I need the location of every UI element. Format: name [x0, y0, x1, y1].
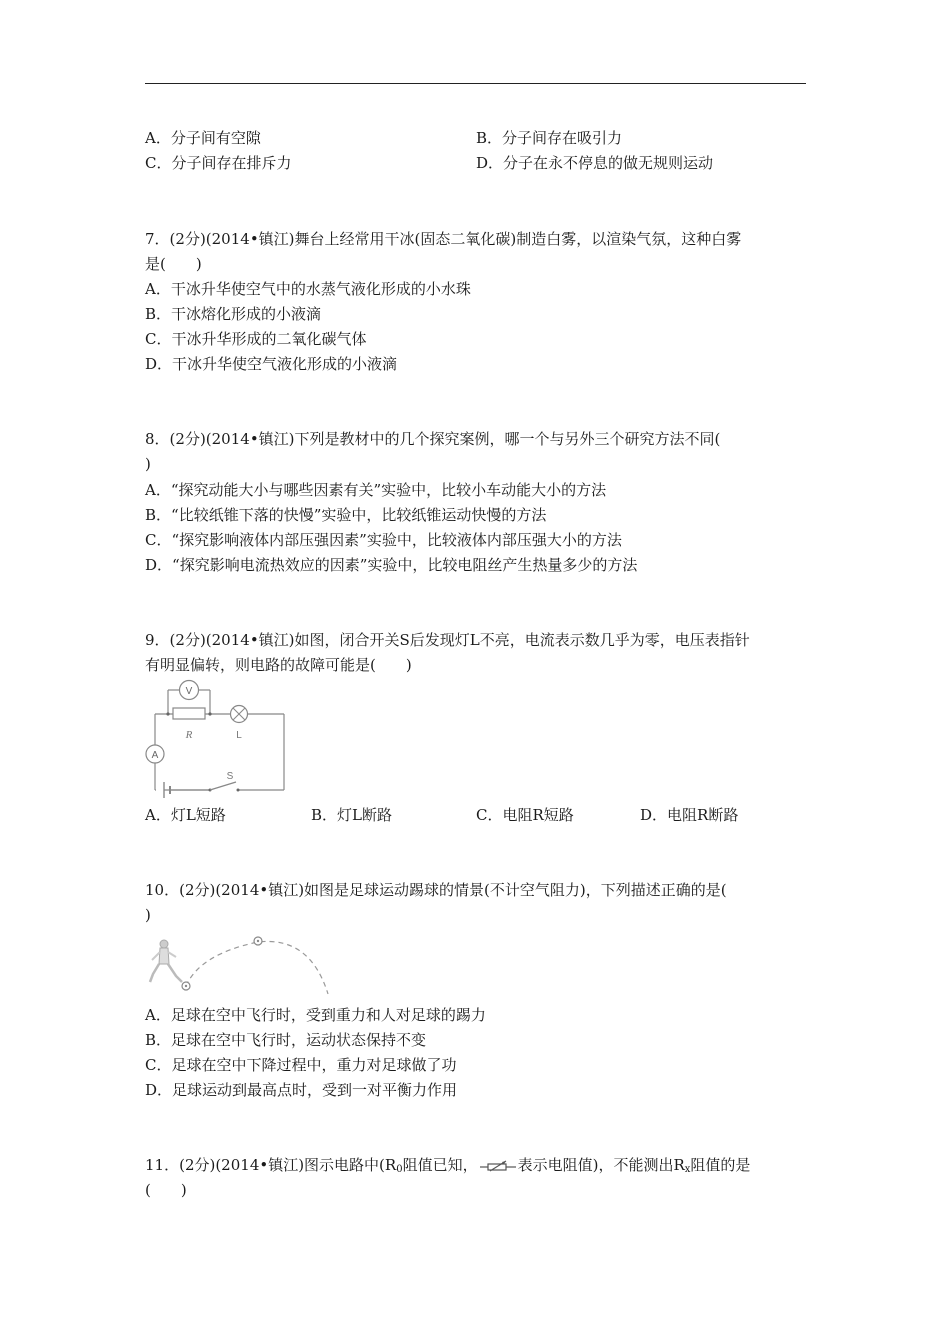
q8-option-c: C．“探究影响液体内部压强因素”实验中，比较液体内部压强大小的方法	[145, 531, 622, 549]
q11-stem-part1: 11．(2分)(2014•镇江)图示电路中(R	[145, 1156, 397, 1174]
q11-stem-part3: 表示电阻值)，不能测出R	[517, 1156, 685, 1174]
ammeter-label: A	[151, 750, 159, 761]
q6-option-d: D．分子在永不停息的做无规则运动	[476, 154, 714, 172]
q9-option-c: C．电阻R短路	[476, 806, 574, 824]
q8-option-a: A．“探究动能大小与哪些因素有关”实验中，比较小车动能大小的方法	[145, 481, 607, 499]
q9-option-a: A．灯L短路	[145, 806, 226, 824]
q10-option-b: B．足球在空中飞行时，运动状态保持不变	[145, 1031, 427, 1049]
q6-option-b: B．分子间存在吸引力	[476, 129, 623, 147]
q7-stem-line2: 是( )	[145, 255, 202, 273]
q7-option-b: B．干冰熔化形成的小液滴	[145, 305, 322, 323]
q8-option-b: B．“比较纸锥下落的快慢”实验中，比较纸锥运动快慢的方法	[145, 506, 547, 524]
q7-option-c: C．干冰升华形成的二氧化碳气体	[145, 330, 367, 348]
q6-option-a: A．分子间有空隙	[145, 129, 261, 147]
q9-option-d: D．电阻R断路	[640, 806, 739, 824]
q10-option-a: A．足球在空中飞行时，受到重力和人对足球的踢力	[145, 1006, 486, 1024]
header-rule	[145, 83, 806, 84]
q8-stem-line1: 8．(2分)(2014•镇江)下列是教材中的几个探究案例，哪一个与另外三个研究方法不同(	[145, 430, 721, 448]
q9-stem-line1: 9．(2分)(2014•镇江)如图，闭合开关S后发现灯L不亮，电流表示数几乎为零，电压表指针	[145, 631, 750, 649]
q10-option-d: D．足球运动到最高点时，受到一对平衡力作用	[145, 1081, 458, 1099]
q10-option-c: C．足球在空中下降过程中，重力对足球做了功	[145, 1056, 457, 1074]
player-icon	[150, 940, 182, 982]
q8-stem-line2: )	[145, 455, 151, 473]
voltmeter-label: V	[185, 686, 193, 697]
q8-option-d: D．“探究影响电流热效应的因素”实验中，比较电阻丝产生热量多少的方法	[145, 556, 638, 574]
resistor-label: R	[185, 729, 193, 741]
switch-label: S	[226, 771, 234, 782]
resistance-box-icon	[480, 1160, 516, 1172]
r0-subscript: 0	[396, 1164, 403, 1175]
resistor-icon	[173, 708, 205, 719]
circuit-diagram	[140, 676, 290, 798]
q11-stem-part2: 阻值已知，	[402, 1156, 478, 1174]
q9-option-b: B．灯L断路	[311, 806, 392, 824]
q11-stem-line2: ( )	[145, 1181, 187, 1199]
q11-stem-line1	[145, 1155, 750, 1180]
switch-icon	[210, 782, 236, 790]
lamp-label: L	[236, 730, 242, 741]
q11-stem-part4: 阻值的是	[690, 1156, 751, 1174]
q7-option-d: D．干冰升华使空气液化形成的小液滴	[145, 355, 398, 373]
q10-stem-line2: )	[145, 906, 151, 924]
q6-option-c: C．分子间存在排斥力	[145, 154, 292, 172]
q7-option-a: A．干冰升华使空气中的水蒸气液化形成的小水珠	[145, 280, 471, 298]
football-kick-illustration	[140, 930, 340, 996]
q7-stem-line1: 7．(2分)(2014•镇江)舞台上经常用干冰(固态二氧化碳)制造白雾，以渲染气氛，这种白雾	[145, 230, 742, 248]
q10-stem-line1: 10．(2分)(2014•镇江)如图是足球运动踢球的情景(不计空气阻力)，下列描述正确的是(	[145, 881, 727, 899]
rx-subscript: x	[684, 1164, 691, 1175]
q9-stem-line2: 有明显偏转，则电路的故障可能是( )	[145, 656, 412, 674]
trajectory-path	[186, 941, 328, 994]
